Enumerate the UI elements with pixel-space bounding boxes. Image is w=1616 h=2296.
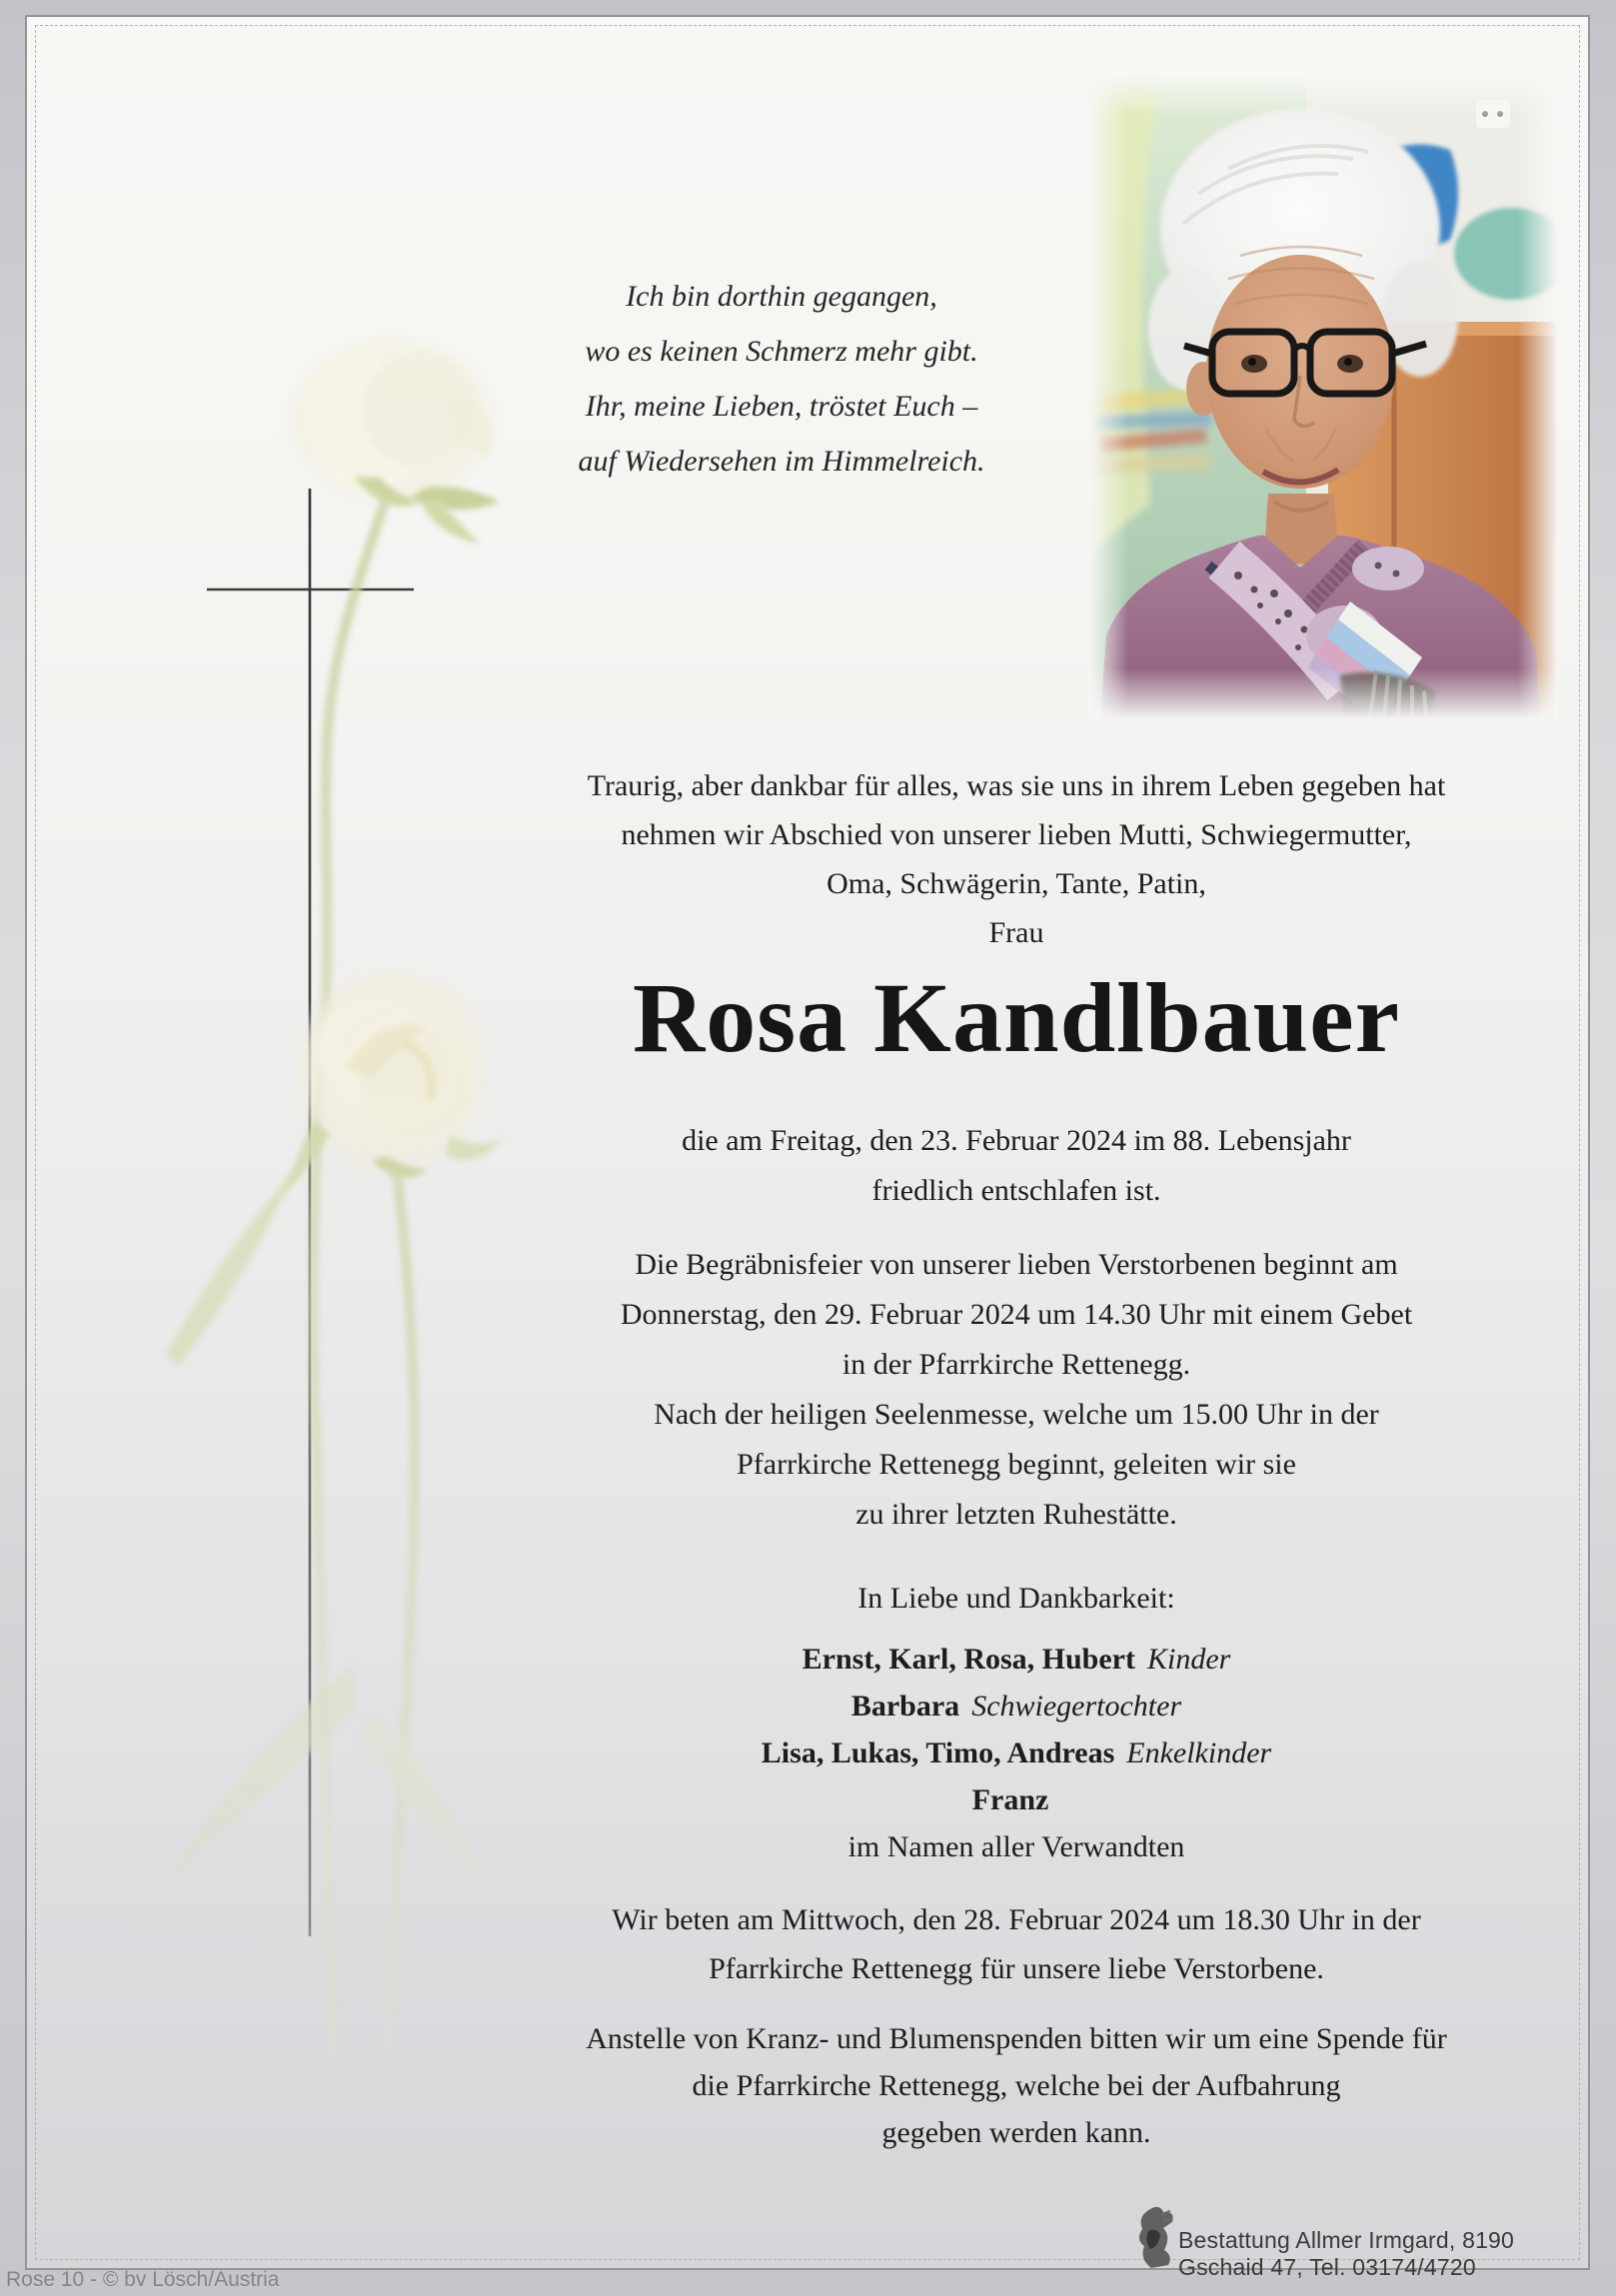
memorial-photo — [1088, 74, 1558, 718]
intro-line: Frau — [988, 916, 1044, 949]
donation-line: gegeben werden kann. — [881, 2116, 1151, 2149]
funeral-line: Donnerstag, den 29. Februar 2024 um 14.30 Uhr mit einem Gebet — [620, 1298, 1413, 1331]
death-line: die am Freitag, den 23. Februar 2024 im 88. Lebensjahr — [682, 1124, 1351, 1157]
poem-line: Ihr, meine Lieben, tröstet Euch – — [585, 390, 978, 423]
death-line: friedlich entschlafen ist. — [871, 1174, 1161, 1207]
poem-line: wo es keinen Schmerz mehr gibt. — [585, 335, 978, 368]
family-names: Franz — [971, 1783, 1049, 1816]
poem-line: auf Wiedersehen im Himmelreich. — [578, 445, 985, 478]
rose-bud — [292, 342, 500, 544]
family-line — [457, 1776, 1576, 1823]
face — [1206, 255, 1394, 489]
funeral-line: Die Begräbnisfeier von unserer lieben Verstorbenen beginnt am — [635, 1248, 1398, 1281]
family-line — [457, 1636, 1576, 1683]
donation-notice — [457, 2015, 1576, 2156]
family-list — [457, 1636, 1576, 1870]
print-copyright-note: Rose 10 - © bv Lösch/Austria — [6, 2268, 280, 2291]
prayer-line: Pfarrkirche Rettenegg für unsere liebe Verstorbene. — [709, 1952, 1324, 1985]
family-relation: Kinder — [1146, 1643, 1231, 1676]
family-closing: im Namen aller Verwandten — [847, 1830, 1185, 1863]
prayer-notice — [457, 1895, 1576, 1993]
donation-line: die Pfarrkirche Rettenegg, welche bei der Aufbahrung — [692, 2069, 1341, 2102]
family-names: Barbara — [850, 1690, 960, 1722]
funeral-line: zu ihrer letzten Ruhestätte. — [855, 1498, 1177, 1531]
announcement-intro — [457, 761, 1576, 957]
family-relation: Schwiegertochter — [971, 1690, 1182, 1722]
family-names: Ernst, Karl, Rosa, Hubert — [802, 1643, 1135, 1676]
deceased-name: Rosa Kandlbauer — [633, 962, 1400, 1073]
scarf-shoulder-piece — [1352, 547, 1424, 590]
poem-line: Ich bin dorthin gegangen, — [626, 280, 937, 313]
memorial-poem — [477, 269, 1086, 489]
funeral-line: in der Pfarrkirche Rettenegg. — [841, 1348, 1191, 1381]
intro-line: Oma, Schwägerin, Tante, Patin, — [826, 867, 1206, 900]
funeral-schedule — [457, 1240, 1576, 1540]
family-line — [457, 1729, 1576, 1776]
family-line — [457, 1683, 1576, 1729]
funeral-home-info: Bestattung Allmer Irmgard, 8190 Gschaid 47, Tel. 03174/4720 — [1178, 2227, 1515, 2280]
family-relation: Enkelkinder — [1126, 1736, 1272, 1769]
obituary-card — [25, 15, 1590, 2280]
intro-line: Traurig, aber dankbar für alles, was sie uns in ihrem Leben gegeben hat — [587, 769, 1446, 802]
angel-figure-icon — [1130, 2205, 1176, 2271]
death-info — [457, 1116, 1576, 1216]
funeral-line: Pfarrkirche Rettenegg beginnt, geleiten wir sie — [737, 1448, 1296, 1481]
donation-line: Anstelle von Kranz- und Blumenspenden bitten wir um eine Spende für — [586, 2022, 1447, 2055]
gratitude-heading: In Liebe und Dankbarkeit: — [857, 1582, 1175, 1615]
family-names: Lisa, Lukas, Timo, Andreas — [761, 1736, 1115, 1769]
intro-line: nehmen wir Abschied von unserer lieben Mutti, Schwiegermutter, — [621, 818, 1412, 851]
prayer-line: Wir beten am Mittwoch, den 28. Februar 2024 um 18.30 Uhr in der — [612, 1903, 1421, 1936]
funeral-line: Nach der heiligen Seelenmesse, welche um 15.00 Uhr in der — [654, 1398, 1379, 1431]
